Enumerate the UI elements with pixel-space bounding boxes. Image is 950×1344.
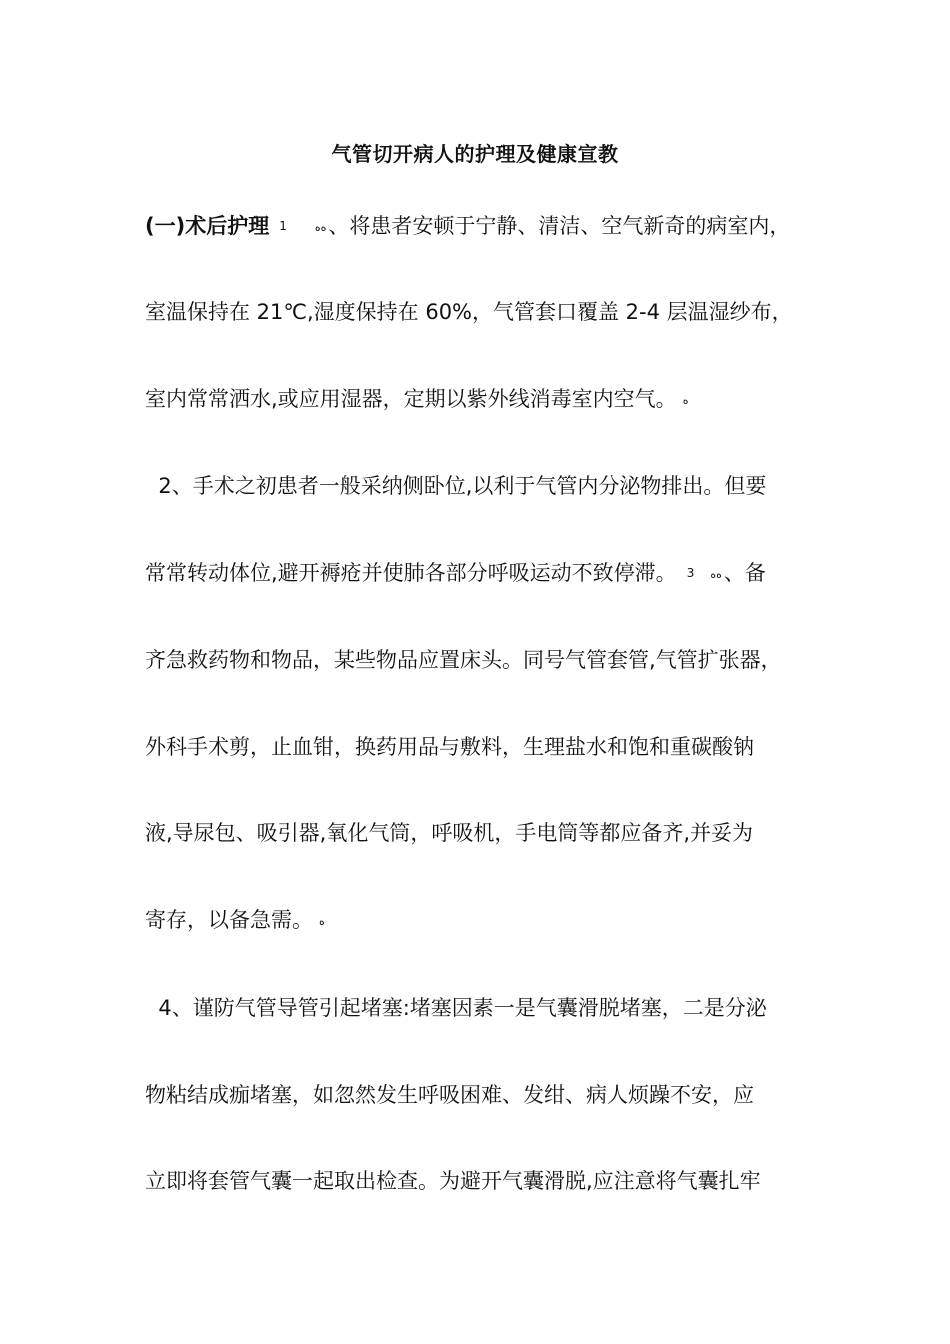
text-line-8 — [145, 818, 835, 848]
section-heading: (一)术后护理 — [145, 214, 270, 238]
tab-mark: ﻩ — [682, 394, 689, 407]
item-number: 1 — [279, 219, 287, 233]
line-text: 室内常常洒水,或应用湿器，定期以紫外线消毒室内空气。 — [145, 387, 677, 411]
line-text: 4、谨防气管导管引起堵塞:堵塞因素一是气囊滑脱堵塞，二是分泌 — [145, 996, 767, 1020]
document-title: 气管切开病人的护理及健康宣教 — [331, 142, 619, 166]
line-text: 物粘结成痂堵塞，如忽然发生呼吸困难、发绀、病人烦躁不安，应 — [145, 1083, 754, 1107]
text-line-4 — [145, 471, 835, 501]
text-line-5 — [145, 558, 835, 590]
line-text: 齐急救药物和物品，某些物品应置床头。同号气管套管,气管扩张器， — [145, 648, 782, 672]
item-number: 3 — [686, 566, 695, 580]
line-text: 常常转动体位,避开褥疮并使肺各部分呼吸运动不致停滞。 — [145, 561, 677, 585]
line-text: 立即将套管气囊一起取出检查。为避开气囊滑脱,应注意将气囊扎牢 — [145, 1169, 761, 1193]
line-text: 外科手术剪，止血钳，换药用品与敷料，生理盐水和饱和重碳酸钠 — [145, 735, 754, 759]
line-text: 、将患者安顿于宁静、清洁、空气新奇的病室内， — [328, 214, 791, 238]
text-line-12 — [145, 1166, 835, 1196]
tab-mark: ﻩﻩ — [710, 568, 722, 581]
text-line-10 — [145, 993, 835, 1023]
text-line-2 — [145, 297, 835, 327]
line-text: 寄存，以备急需。 — [145, 908, 313, 932]
line-text: 2、手术之初患者一般采纳侧卧位,以利于气管内分泌物排出。但要 — [145, 474, 767, 498]
tab-mark: ﻩﻩ — [314, 221, 327, 234]
text-line-9 — [145, 905, 835, 937]
text-line-1 — [145, 211, 835, 243]
line-text-tail: 、备 — [723, 561, 766, 585]
text-line-11 — [145, 1080, 835, 1110]
line-text: 液,导尿包、吸引器,氧化气筒，呼吸机，手电筒等都应备齐,并妥为 — [145, 821, 754, 845]
text-line-7 — [145, 732, 835, 762]
text-line-6 — [145, 645, 835, 675]
line-text: 室温保持在 21℃,湿度保持在 60%，气管套口覆盖 2-4 层温湿纱布， — [145, 300, 793, 324]
tab-mark: ﻩ — [319, 915, 325, 928]
text-line-3 — [145, 384, 835, 416]
